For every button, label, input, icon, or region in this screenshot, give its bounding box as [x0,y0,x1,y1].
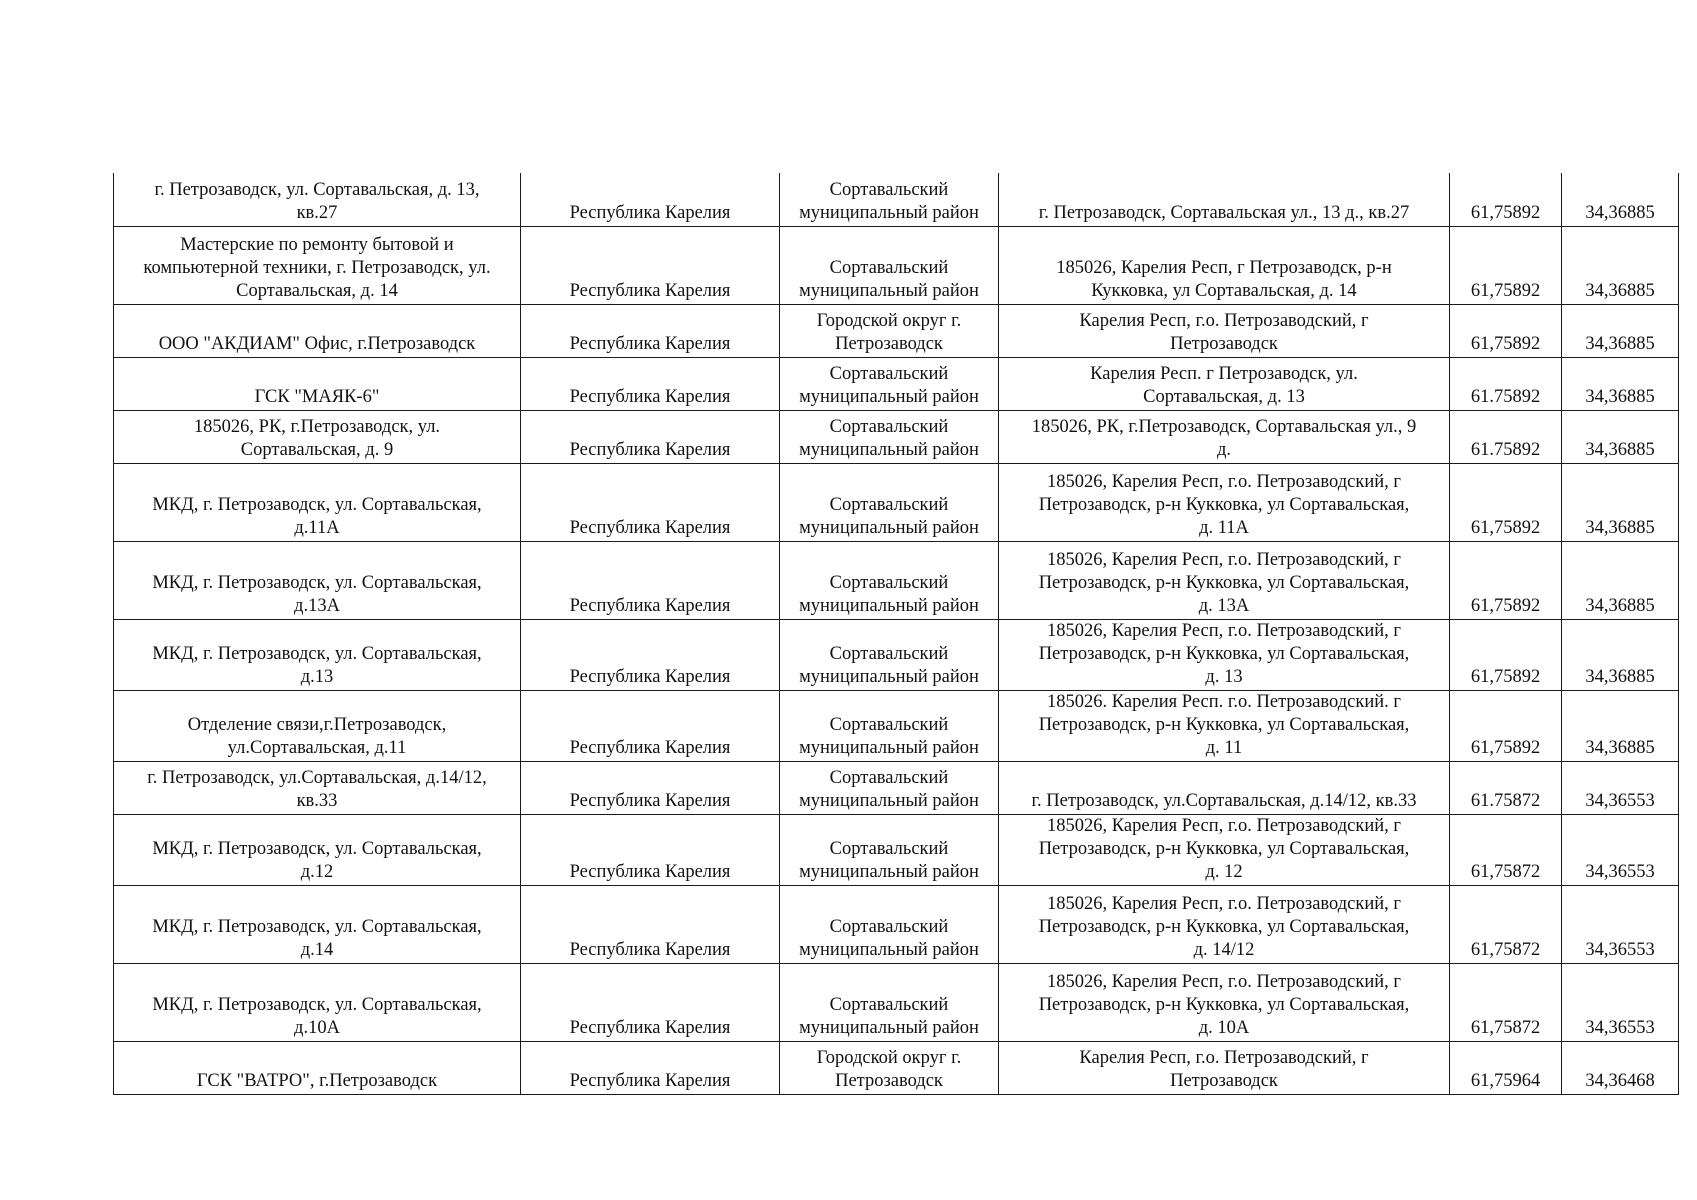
object-name-cell: 185026, РК, г.Петрозаводск, ул. Сортавальская, д. 9 [114,410,521,463]
table-row [114,690,1679,761]
address-cell: 185026, Карелия Респ, г.о. Петрозаводский, г Петрозаводск, р-н Кукковка, ул Сортавальская, д. 14/12 [999,885,1450,963]
district-cell: Сортавальский муниципальный район [780,619,999,690]
region-cell: Республика Карелия [521,761,780,814]
object-name-cell: г. Петрозаводск, ул. Сортавальская, д. 13, кв.27 [114,173,521,226]
object-name-cell: ГСК "МАЯК-6" [114,357,521,410]
longitude-cell: 34,36553 [1562,885,1679,963]
object-name-cell: МКД, г. Петрозаводск, ул. Сортавальская, д.14 [114,885,521,963]
latitude-cell: 61,75892 [1450,463,1562,541]
region-cell: Республика Карелия [521,541,780,619]
longitude-cell: 34,36885 [1562,541,1679,619]
table-row [114,541,1679,619]
region-cell: Республика Карелия [521,463,780,541]
object-name-cell: МКД, г. Петрозаводск, ул. Сортавальская, д.10А [114,963,521,1041]
latitude-cell: 61,75892 [1450,690,1562,761]
latitude-cell: 61,75892 [1450,173,1562,226]
object-name-cell: ООО "АКДИАМ" Офис, г.Петрозаводск [114,304,521,357]
latitude-cell: 61.75892 [1450,410,1562,463]
table-body [114,173,1679,1094]
longitude-cell: 34,36553 [1562,814,1679,885]
address-cell: 185026, Карелия Респ, г Петрозаводск, р-н Кукковка, ул Сортавальская, д. 14 [999,226,1450,304]
region-cell: Республика Карелия [521,1041,780,1094]
district-cell: Сортавальский муниципальный район [780,357,999,410]
object-name-cell: ГСК "ВАТРО", г.Петрозаводск [114,1041,521,1094]
latitude-cell: 61,75892 [1450,541,1562,619]
address-cell: 185026, Карелия Респ, г.о. Петрозаводский, г Петрозаводск, р-н Кукковка, ул Сортавальская, д. 13А [999,541,1450,619]
longitude-cell: 34,36885 [1562,619,1679,690]
region-cell: Республика Карелия [521,410,780,463]
address-cell: г. Петрозаводск, ул.Сортавальская, д.14/12, кв.33 [999,761,1450,814]
region-cell: Республика Карелия [521,963,780,1041]
district-cell: Сортавальский муниципальный район [780,173,999,226]
table-row [114,814,1679,885]
district-cell: Сортавальский муниципальный район [780,463,999,541]
district-cell: Сортавальский муниципальный район [780,814,999,885]
district-cell: Городской округ г. Петрозаводск [780,304,999,357]
longitude-cell: 34,36885 [1562,226,1679,304]
longitude-cell: 34,36553 [1562,761,1679,814]
address-cell: Карелия Респ. г Петрозаводск, ул. Сортавальская, д. 13 [999,357,1450,410]
address-cell: 185026, Карелия Респ, г.о. Петрозаводский, г Петрозаводск, р-н Кукковка, ул Сортавальская, д. 12 [999,814,1450,885]
address-cell: 185026, Карелия Респ, г.о. Петрозаводский, г Петрозаводск, р-н Кукковка, ул Сортавальская, д. 11А [999,463,1450,541]
address-cell: 185026, Карелия Респ, г.о. Петрозаводский, г Петрозаводск, р-н Кукковка, ул Сортавальская, д. 13 [999,619,1450,690]
latitude-cell: 61,75892 [1450,619,1562,690]
region-cell: Республика Карелия [521,885,780,963]
region-cell: Республика Карелия [521,173,780,226]
object-name-cell: МКД, г. Петрозаводск, ул. Сортавальская, д.13А [114,541,521,619]
longitude-cell: 34,36553 [1562,963,1679,1041]
address-cell: 185026. Карелия Респ. г.о. Петрозаводский. г Петрозаводск, р-н Кукковка, ул Сортавальская, д. 11 [999,690,1450,761]
object-name-cell: МКД, г. Петрозаводск, ул. Сортавальская, д.11А [114,463,521,541]
region-cell: Республика Карелия [521,304,780,357]
object-name-cell: МКД, г. Петрозаводск, ул. Сортавальская, д.13 [114,619,521,690]
latitude-cell: 61,75872 [1450,814,1562,885]
latitude-cell: 61,75892 [1450,226,1562,304]
address-cell: 185026, Карелия Респ, г.о. Петрозаводский, г Петрозаводск, р-н Кукковка, ул Сортавальская, д. 10А [999,963,1450,1041]
district-cell: Сортавальский муниципальный район [780,541,999,619]
objects-table [113,173,1679,1095]
district-cell: Сортавальский муниципальный район [780,410,999,463]
region-cell: Республика Карелия [521,226,780,304]
table-row [114,1041,1679,1094]
table-row [114,885,1679,963]
address-cell: 185026, РК, г.Петрозаводск, Сортавальская ул., 9 д. [999,410,1450,463]
address-cell: г. Петрозаводск, Сортавальская ул., 13 д., кв.27 [999,173,1450,226]
latitude-cell: 61.75872 [1450,761,1562,814]
latitude-cell: 61.75892 [1450,357,1562,410]
longitude-cell: 34,36885 [1562,173,1679,226]
region-cell: Республика Карелия [521,357,780,410]
longitude-cell: 34,36885 [1562,304,1679,357]
object-name-cell: г. Петрозаводск, ул.Сортавальская, д.14/12, кв.33 [114,761,521,814]
district-cell: Сортавальский муниципальный район [780,690,999,761]
longitude-cell: 34,36885 [1562,357,1679,410]
table-row [114,357,1679,410]
address-cell: Карелия Респ, г.о. Петрозаводский, г Петрозаводск [999,1041,1450,1094]
latitude-cell: 61,75872 [1450,963,1562,1041]
latitude-cell: 61,75964 [1450,1041,1562,1094]
table-row [114,173,1679,226]
table-row [114,619,1679,690]
object-name-cell: Отделение связи,г.Петрозаводск, ул.Сортавальская, д.11 [114,690,521,761]
region-cell: Республика Карелия [521,690,780,761]
district-cell: Городской округ г. Петрозаводск [780,1041,999,1094]
table-row [114,963,1679,1041]
longitude-cell: 34,36885 [1562,690,1679,761]
table-row [114,463,1679,541]
table-row [114,761,1679,814]
object-name-cell: МКД, г. Петрозаводск, ул. Сортавальская, д.12 [114,814,521,885]
latitude-cell: 61,75872 [1450,885,1562,963]
latitude-cell: 61,75892 [1450,304,1562,357]
table-row [114,410,1679,463]
region-cell: Республика Карелия [521,619,780,690]
district-cell: Сортавальский муниципальный район [780,761,999,814]
longitude-cell: 34,36468 [1562,1041,1679,1094]
object-name-cell: Мастерские по ремонту бытовой и компьютерной техники, г. Петрозаводск, ул. Сортавальская, д. 14 [114,226,521,304]
district-cell: Сортавальский муниципальный район [780,963,999,1041]
district-cell: Сортавальский муниципальный район [780,885,999,963]
table-row [114,226,1679,304]
table-row [114,304,1679,357]
region-cell: Республика Карелия [521,814,780,885]
longitude-cell: 34,36885 [1562,463,1679,541]
address-cell: Карелия Респ, г.о. Петрозаводский, г Петрозаводск [999,304,1450,357]
district-cell: Сортавальский муниципальный район [780,226,999,304]
longitude-cell: 34,36885 [1562,410,1679,463]
